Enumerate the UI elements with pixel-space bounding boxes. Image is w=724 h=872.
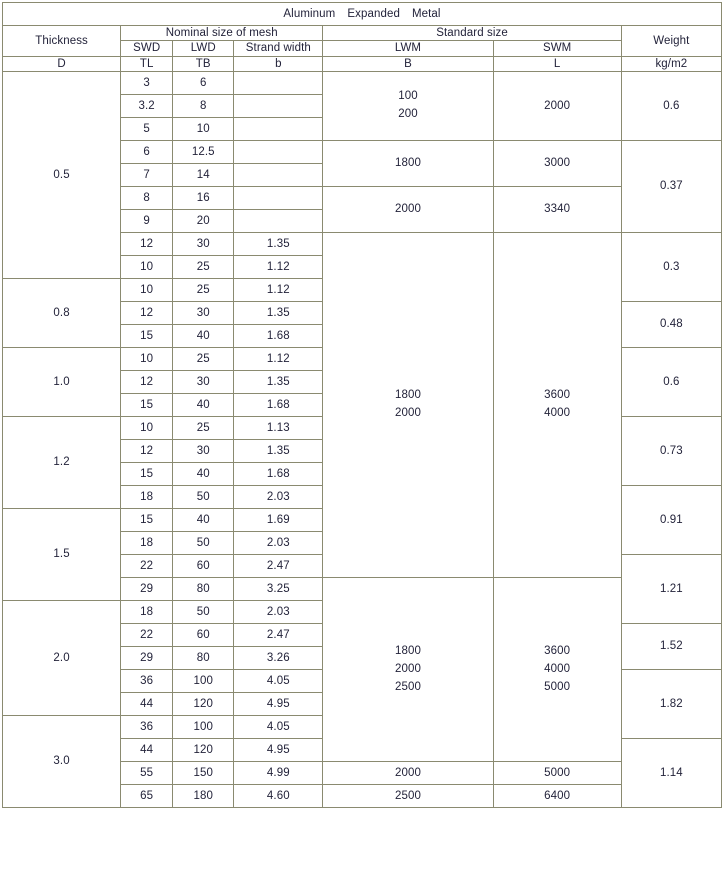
swd-value: 10	[121, 256, 173, 279]
symbol-thickness: D	[3, 56, 121, 71]
swd-value: 10	[121, 348, 173, 371]
header-lwd: LWD	[173, 41, 234, 56]
swd-value: 18	[121, 601, 173, 624]
strand-width-value	[234, 187, 323, 210]
swd-value: 15	[121, 325, 173, 348]
lwd-value: 60	[173, 555, 234, 578]
swm-value: 3340	[493, 187, 621, 233]
lwm-value	[323, 233, 493, 578]
lwd-value: 50	[173, 532, 234, 555]
strand-width-value: 2.47	[234, 624, 323, 647]
weight-value: 1.14	[621, 739, 721, 808]
strand-width-value: 2.03	[234, 601, 323, 624]
symbol-strand-width: b	[234, 56, 323, 71]
swd-value: 5	[121, 118, 173, 141]
swd-value: 6	[121, 141, 173, 164]
strand-width-value: 1.12	[234, 256, 323, 279]
lwd-value: 40	[173, 463, 234, 486]
title-word: Aluminum	[283, 7, 336, 20]
swm-value: 3000	[493, 141, 621, 187]
swd-value: 29	[121, 578, 173, 601]
swd-value: 15	[121, 509, 173, 532]
weight-value: 0.48	[621, 302, 721, 348]
lwd-value: 8	[173, 95, 234, 118]
lwd-value: 25	[173, 417, 234, 440]
swd-value: 3	[121, 72, 173, 95]
header-strand-width: Strand width	[234, 41, 323, 56]
lwd-value: 40	[173, 394, 234, 417]
header-swm: SWM	[493, 41, 621, 56]
lwm-value: 1800	[323, 141, 493, 187]
swd-value: 55	[121, 762, 173, 785]
title-word: Expanded	[347, 7, 400, 20]
lwd-value: 120	[173, 693, 234, 716]
cell-line: 1800	[394, 644, 421, 657]
header-standard-size-group: Standard size	[323, 26, 621, 41]
lwd-value: 10	[173, 118, 234, 141]
weight-value: 0.6	[621, 72, 721, 141]
swd-value: 36	[121, 716, 173, 739]
swm-value: 5000	[493, 762, 621, 785]
lwd-value: 100	[173, 670, 234, 693]
strand-width-value	[234, 95, 323, 118]
swm-value: 2000	[493, 72, 621, 141]
strand-width-value: 1.12	[234, 279, 323, 302]
thickness-value: 2.0	[3, 601, 121, 716]
strand-width-value: 2.47	[234, 555, 323, 578]
lwd-value: 14	[173, 164, 234, 187]
lwd-value: 100	[173, 716, 234, 739]
swd-value: 36	[121, 670, 173, 693]
lwd-value: 150	[173, 762, 234, 785]
strand-width-value: 1.68	[234, 463, 323, 486]
strand-width-value: 4.95	[234, 693, 323, 716]
strand-width-value	[234, 141, 323, 164]
strand-width-value: 4.05	[234, 670, 323, 693]
weight-value: 0.6	[621, 348, 721, 417]
swd-value: 29	[121, 647, 173, 670]
lwd-value: 40	[173, 325, 234, 348]
swm-value: 6400	[493, 785, 621, 808]
swd-value: 8	[121, 187, 173, 210]
swd-value: 22	[121, 555, 173, 578]
strand-width-value	[234, 164, 323, 187]
cell-line: 2000	[394, 407, 421, 420]
weight-value: 0.91	[621, 486, 721, 555]
swd-value: 10	[121, 279, 173, 302]
lwd-value: 25	[173, 279, 234, 302]
swd-value: 12	[121, 233, 173, 256]
lwm-value: 2000	[323, 762, 493, 785]
cell-line: 1800	[394, 389, 421, 402]
strand-width-value: 3.25	[234, 578, 323, 601]
weight-value: 1.82	[621, 670, 721, 739]
swm-value	[493, 233, 621, 578]
lwd-value: 30	[173, 371, 234, 394]
swd-value: 18	[121, 486, 173, 509]
lwd-value: 30	[173, 440, 234, 463]
cell-line: 4000	[544, 662, 571, 675]
lwd-value: 12.5	[173, 141, 234, 164]
lwd-value: 40	[173, 509, 234, 532]
swm-value	[493, 578, 621, 762]
swd-value: 7	[121, 164, 173, 187]
cell-line: 3600	[544, 389, 571, 402]
lwm-value: 2000	[323, 187, 493, 233]
header-thickness: Thickness	[3, 26, 121, 57]
header-nominal-size-group: Nominal size of mesh	[121, 26, 323, 41]
lwd-value: 50	[173, 486, 234, 509]
lwm-value: 2500	[323, 785, 493, 808]
strand-width-value: 1.13	[234, 417, 323, 440]
lwd-value: 25	[173, 256, 234, 279]
strand-width-value: 2.03	[234, 532, 323, 555]
symbol-lwm: B	[323, 56, 493, 71]
symbol-swd: TL	[121, 56, 173, 71]
strand-width-value	[234, 210, 323, 233]
symbol-lwd: TB	[173, 56, 234, 71]
data-row	[3, 72, 722, 95]
lwd-value: 20	[173, 210, 234, 233]
header-row-symbols	[3, 56, 722, 71]
cell-line: 2000	[394, 662, 421, 675]
swd-value: 65	[121, 785, 173, 808]
strand-width-value: 1.68	[234, 325, 323, 348]
swd-value: 22	[121, 624, 173, 647]
title-row	[3, 3, 722, 26]
header-row-groups	[3, 26, 722, 41]
lwd-value: 80	[173, 578, 234, 601]
swd-value: 18	[121, 532, 173, 555]
lwd-value: 16	[173, 187, 234, 210]
swd-value: 44	[121, 739, 173, 762]
swd-value: 15	[121, 394, 173, 417]
title-word: Metal	[411, 7, 441, 20]
strand-width-value: 1.35	[234, 371, 323, 394]
strand-width-value: 2.03	[234, 486, 323, 509]
strand-width-value: 1.69	[234, 509, 323, 532]
header-swd: SWD	[121, 41, 173, 56]
thickness-value: 1.2	[3, 417, 121, 509]
lwd-value: 180	[173, 785, 234, 808]
strand-width-value: 1.35	[234, 233, 323, 256]
thickness-value: 0.8	[3, 279, 121, 348]
header-weight: Weight	[621, 26, 721, 57]
weight-value: 0.73	[621, 417, 721, 486]
strand-width-value: 4.99	[234, 762, 323, 785]
aluminum-expanded-metal-table	[2, 2, 722, 808]
weight-value: 1.52	[621, 624, 721, 670]
strand-width-value: 3.26	[234, 647, 323, 670]
weight-value: 0.37	[621, 141, 721, 233]
cell-line: 100	[398, 90, 418, 103]
cell-line: 3600	[544, 644, 571, 657]
symbol-weight: kg/m2	[621, 56, 721, 71]
lwd-value: 6	[173, 72, 234, 95]
cell-line: 5000	[544, 680, 571, 693]
swd-value: 9	[121, 210, 173, 233]
thickness-value: 3.0	[3, 716, 121, 808]
strand-width-value	[234, 72, 323, 95]
strand-width-value: 4.95	[234, 739, 323, 762]
thickness-value: 0.5	[3, 72, 121, 279]
lwd-value: 25	[173, 348, 234, 371]
strand-width-value: 4.05	[234, 716, 323, 739]
lwd-value: 30	[173, 302, 234, 325]
header-lwm: LWM	[323, 41, 493, 56]
weight-value: 0.3	[621, 233, 721, 302]
strand-width-value: 1.35	[234, 302, 323, 325]
swd-value: 12	[121, 371, 173, 394]
weight-value: 1.21	[621, 555, 721, 624]
lwm-value	[323, 578, 493, 762]
cell-line: 2500	[394, 680, 421, 693]
strand-width-value: 1.68	[234, 394, 323, 417]
strand-width-value: 1.12	[234, 348, 323, 371]
table-title	[3, 3, 722, 26]
swd-value: 3.2	[121, 95, 173, 118]
swd-value: 44	[121, 693, 173, 716]
strand-width-value	[234, 118, 323, 141]
lwd-value: 60	[173, 624, 234, 647]
thickness-value: 1.5	[3, 509, 121, 601]
lwm-value	[323, 72, 493, 141]
strand-width-value: 4.60	[234, 785, 323, 808]
swd-value: 15	[121, 463, 173, 486]
strand-width-value: 1.35	[234, 440, 323, 463]
lwd-value: 30	[173, 233, 234, 256]
cell-line: 4000	[544, 407, 571, 420]
symbol-swm: L	[493, 56, 621, 71]
lwd-value: 120	[173, 739, 234, 762]
cell-line: 200	[398, 108, 418, 121]
swd-value: 10	[121, 417, 173, 440]
swd-value: 12	[121, 440, 173, 463]
swd-value: 12	[121, 302, 173, 325]
thickness-value: 1.0	[3, 348, 121, 417]
lwd-value: 80	[173, 647, 234, 670]
lwd-value: 50	[173, 601, 234, 624]
